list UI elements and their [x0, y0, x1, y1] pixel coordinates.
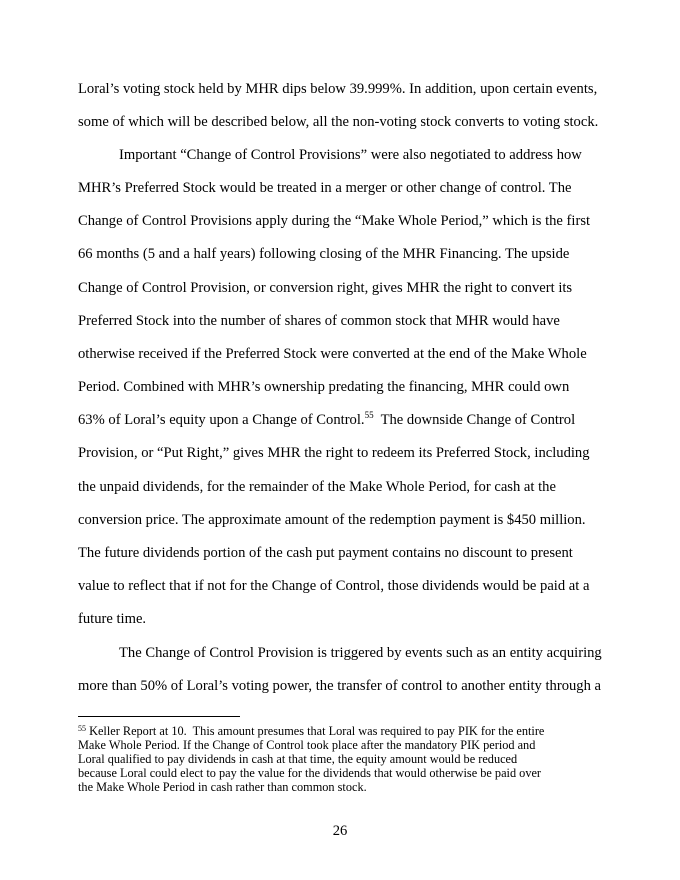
footnote-divider — [78, 716, 240, 717]
footnote-line: Make Whole Period. If the Change of Control took place after the mandatory PIK period and — [78, 738, 536, 752]
text-line: MHR’s Preferred Stock would be treated in a merger or other change of control. The — [78, 180, 572, 196]
text-line: more than 50% of Loral’s voting power, the transfer of control to another entity through a — [78, 678, 602, 694]
text-line: 66 months (5 and a half years) following closing of the MHR Financing. The upside — [78, 246, 570, 262]
footnote-line — [78, 724, 544, 738]
text-segment: The downside Change of Control — [373, 412, 576, 428]
text-line: Preferred Stock into the number of shares of common stock that MHR would have — [78, 313, 560, 329]
text-line: future time. — [78, 611, 147, 627]
text-line: The Change of Control Provision is triggered by events such as an entity acquiring — [119, 645, 602, 661]
text-line: Provision, or “Put Right,” gives MHR the right to redeem its Preferred Stock, including — [78, 445, 590, 461]
footnote-text: Keller Report at 10. This amount presumes that Loral was required to pay PIK for the entire — [86, 724, 545, 738]
text-line: Change of Control Provision, or conversion right, gives MHR the right to convert its — [78, 280, 573, 296]
text-line: some of which will be described below, all the non-voting stock converts to voting stock. — [78, 114, 599, 130]
page-number: 26 — [332, 823, 348, 839]
text-line: The future dividends portion of the cash put payment contains no discount to present — [78, 545, 573, 561]
footnote-line: Loral qualified to pay dividends in cash at that time, the equity amount would be reduced — [78, 752, 518, 766]
footnote-number: 55 — [78, 724, 86, 733]
text-line: Change of Control Provisions apply during the “Make Whole Period,” which is the first — [78, 213, 591, 229]
footnote-line: because Loral could elect to pay the value for the dividends that would otherwise be paid over — [78, 766, 542, 780]
text-line: the unpaid dividends, for the remainder of the Make Whole Period, for cash at the — [78, 479, 556, 495]
text-line: value to reflect that if not for the Change of Control, those dividends would be paid at a — [78, 578, 590, 594]
text-line: Period. Combined with MHR’s ownership predating the financing, MHR could own — [78, 379, 570, 395]
text-line: conversion price. The approximate amount of the redemption payment is $450 million. — [78, 512, 586, 528]
text-segment: 63% of Loral’s equity upon a Change of Control. — [78, 412, 365, 428]
footnote-line: the Make Whole Period in cash rather than common stock. — [78, 780, 367, 794]
text-line: Important “Change of Control Provisions” were also negotiated to address how — [119, 147, 582, 163]
text-line: otherwise received if the Preferred Stock were converted at the end of the Make Whole — [78, 346, 587, 362]
footnote-reference: 55 — [364, 410, 374, 420]
text-line: Loral’s voting stock held by MHR dips below 39.999%. In addition, upon certain events, — [78, 81, 598, 97]
text-line — [78, 411, 575, 430]
